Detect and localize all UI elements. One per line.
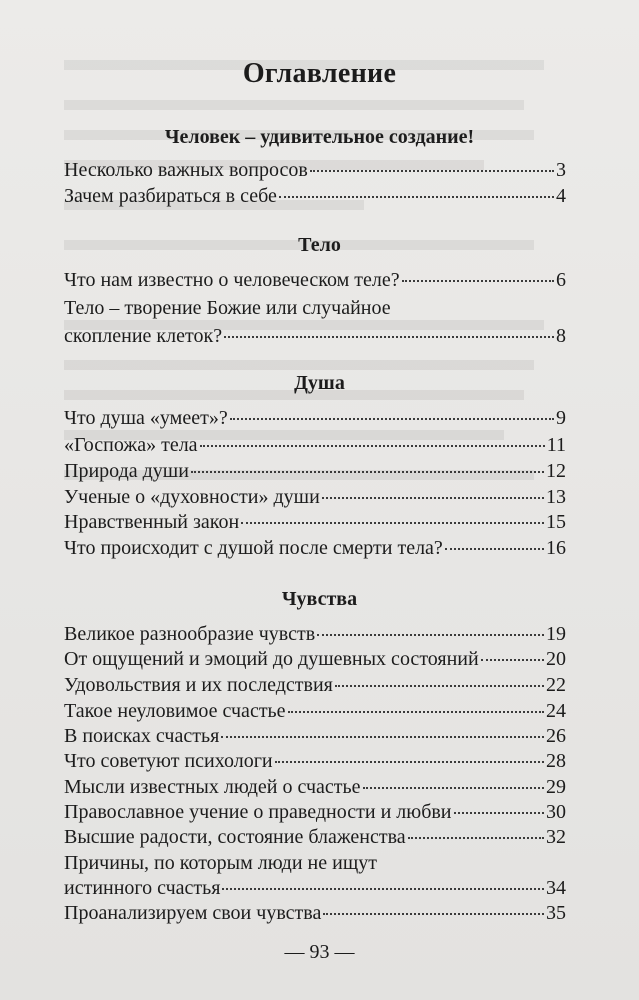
page-number-ref: 19: [546, 623, 566, 645]
page-number-ref: 26: [546, 725, 566, 747]
page-number-ref: 3: [556, 159, 566, 181]
toc-entry[interactable]: Что советуют психологи 28: [64, 750, 566, 772]
page-number-ref: 28: [546, 750, 566, 772]
toc-entry[interactable]: Природа души 12: [64, 460, 566, 482]
page-number-ref: 35: [546, 902, 566, 924]
toc-entry[interactable]: Тело – творение Божие или случайное скопление клеток? 8: [64, 297, 566, 347]
toc-entry[interactable]: Несколько важных вопросов 3: [64, 159, 566, 181]
page-number-ref: 32: [546, 826, 566, 848]
toc-title: Оглавление: [242, 58, 397, 89]
page-number-ref: 13: [546, 486, 566, 508]
dot-leader: [322, 497, 544, 499]
dot-leader: [445, 548, 544, 550]
toc-entry[interactable]: Такое неуловимое счастье 24: [64, 700, 566, 722]
toc-entry[interactable]: От ощущений и эмоций до душевных состояний 20: [64, 648, 566, 670]
toc-entry[interactable]: Православное учение о праведности и любви 30: [64, 801, 566, 823]
page-number-ref: 24: [546, 700, 566, 722]
toc-entry[interactable]: Мысли известных людей о счастье 29: [64, 776, 566, 798]
toc-entry[interactable]: Что нам известно о человеческом теле? 6: [64, 269, 566, 291]
toc-entry[interactable]: Что душа «умеет»? 9: [64, 407, 566, 429]
toc-entry[interactable]: «Госпожа» тела 11: [64, 434, 566, 456]
dot-leader: [275, 761, 544, 763]
section-heading-chuvstva: Чувства: [281, 588, 358, 610]
dot-leader: [363, 787, 544, 789]
toc-entry[interactable]: Проанализируем свои чувства 35: [64, 902, 566, 924]
toc-entry[interactable]: Великое разнообразие чувств 19: [64, 623, 566, 645]
toc-entry[interactable]: Что происходит с душой после смерти тела? 16: [64, 537, 566, 559]
dot-leader: [241, 522, 544, 524]
page-number-ref: 16: [546, 537, 566, 559]
dot-leader: [323, 913, 544, 915]
page-number-ref: 29: [546, 776, 566, 798]
dot-leader: [224, 336, 554, 338]
page-number-ref: 8: [556, 325, 566, 347]
page-number-ref: 30: [546, 801, 566, 823]
dot-leader: [200, 445, 545, 447]
page-number-ref: 4: [556, 185, 566, 207]
dot-leader: [335, 685, 544, 687]
toc-entry[interactable]: Высшие радости, состояние блаженства 32: [64, 826, 566, 848]
toc-entry[interactable]: В поисках счастья 26: [64, 725, 566, 747]
toc-entry[interactable]: Нравственный закон 15: [64, 511, 566, 533]
dot-leader: [230, 418, 554, 420]
page-number-ref: 34: [546, 877, 566, 899]
toc-entry[interactable]: Зачем разбираться в себе 4: [64, 185, 566, 207]
toc-entry[interactable]: Ученые о «духовности» души 13: [64, 486, 566, 508]
page-number-ref: 12: [546, 460, 566, 482]
dot-leader: [317, 634, 544, 636]
dot-leader: [481, 659, 544, 661]
page-number-ref: 15: [546, 511, 566, 533]
dot-leader: [279, 196, 554, 198]
dot-leader: [454, 812, 544, 814]
page-number-ref: 6: [556, 269, 566, 291]
page-footer-number: — 93 —: [284, 941, 355, 963]
page-number-ref: 11: [546, 434, 566, 456]
dot-leader: [221, 736, 544, 738]
dot-leader: [408, 837, 544, 839]
dot-leader: [222, 888, 544, 890]
dot-leader: [402, 280, 554, 282]
page-number-ref: 9: [556, 407, 566, 429]
dot-leader: [288, 711, 544, 713]
section-heading-dusha: Душа: [294, 372, 345, 394]
page-number-ref: 22: [546, 674, 566, 696]
dot-leader: [191, 471, 544, 473]
section-heading-telo: Тело: [298, 234, 341, 256]
section-heading-chelovek: Человек – удивительное создание!: [164, 126, 475, 148]
toc-entry[interactable]: Удовольствия и их последствия 22: [64, 674, 566, 696]
toc-entry[interactable]: Причины, по которым люди не ищут истинного счастья 34: [64, 852, 566, 899]
page-number-ref: 20: [546, 648, 566, 670]
dot-leader: [310, 170, 554, 172]
